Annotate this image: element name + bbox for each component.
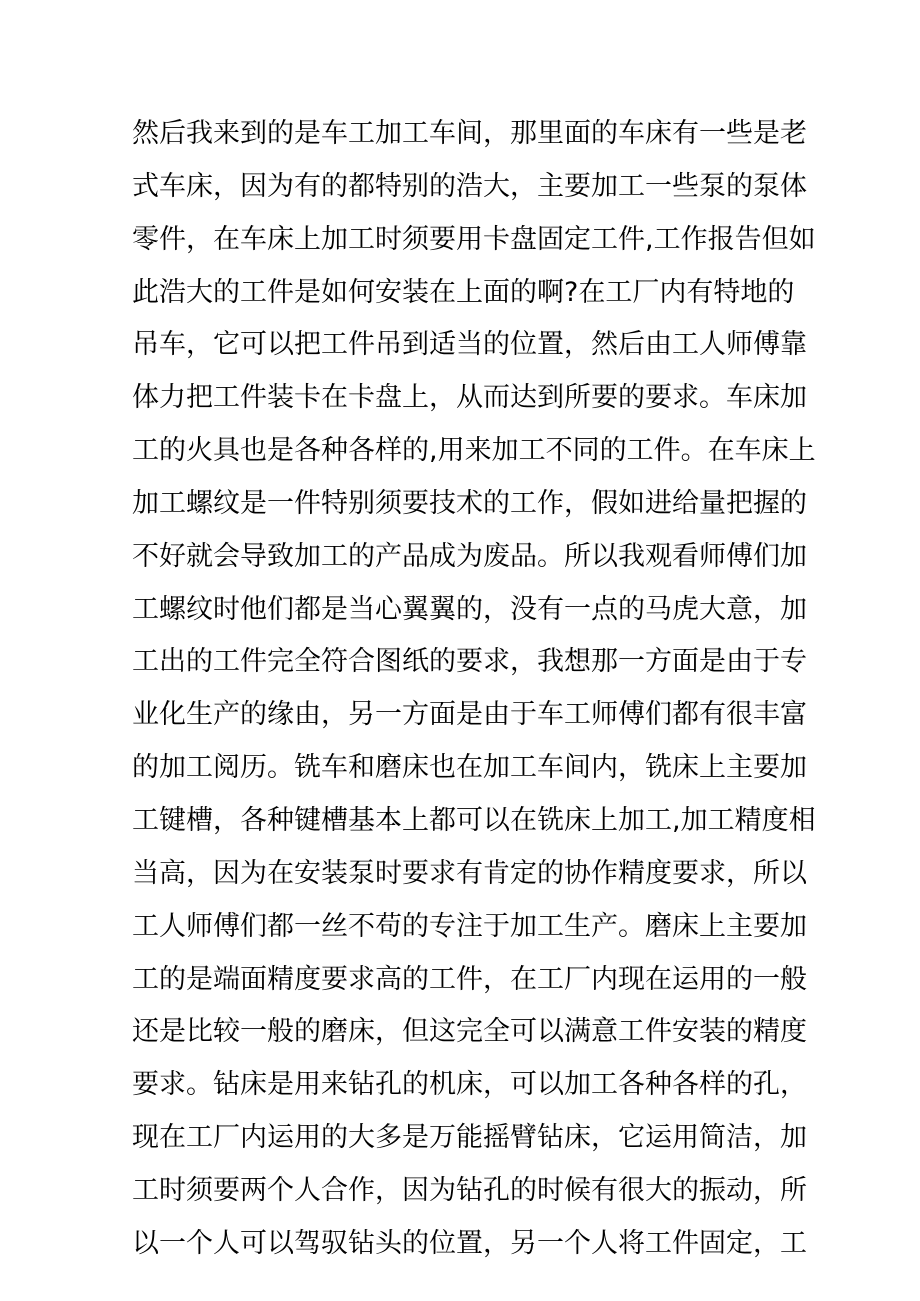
text-line: 零件，在车床上加工时须要用卡盘固定工件,工作报告但如 — [132, 223, 816, 255]
text-line: 业化生产的缘由，另一方面是由于车工师傅们都有很丰富 — [132, 699, 807, 731]
text-line: 工时须要两个人合作，因为钻孔的时候有很大的振动，所 — [132, 1174, 807, 1206]
text-line: 当高，因为在安装泵时要求有肯定的协作精度要求，所以 — [132, 857, 807, 889]
text-line: 不好就会导致加工的产品成为废品。所以我观看师傅们加 — [132, 540, 807, 572]
text-line: 工的是端面精度要求高的工件，在工厂内现在运用的一般 — [132, 963, 807, 995]
body-paragraph — [132, 108, 832, 1271]
text-line: 工出的工件完全符合图纸的要求，我想那一方面是由于专 — [132, 646, 807, 678]
text-line: 工人师傅们都一丝不苟的专注于加工生产。磨床上主要加 — [132, 910, 807, 942]
text-line: 工螺纹时他们都是当心翼翼的，没有一点的马虎大意，加 — [132, 593, 807, 625]
text-line: 要求。钻床是用来钻孔的机床，可以加工各种各样的孔， — [132, 1069, 807, 1101]
text-line: 吊车，它可以把工件吊到适当的位置，然后由工人师傅靠 — [132, 329, 807, 361]
text-line: 还是比较一般的磨床，但这完全可以满意工件安装的精度 — [132, 1016, 807, 1048]
text-line: 体力把工件装卡在卡盘上，从而达到所要的要求。车床加 — [132, 382, 807, 414]
text-line: 以一个人可以驾驭钻头的位置，另一个人将工件固定，工 — [132, 1227, 807, 1259]
text-line: 然后我来到的是车工加工车间，那里面的车床有一些是老 — [132, 118, 807, 149]
text-line: 式车床，因为有的都特别的浩大，主要加工一些泵的泵体 — [132, 170, 807, 202]
text-line: 工的火具也是各种各样的,用来加工不同的工件。在车床上 — [132, 435, 816, 467]
text-line: 此浩大的工件是如何安装在上面的啊?在工厂内有特地的 — [132, 276, 795, 308]
text-line: 工键槽，各种键槽基本上都可以在铣床上加工,加工精度相 — [132, 804, 816, 836]
text-line: 现在工厂内运用的大多是万能摇臂钻床，它运用简洁，加 — [132, 1122, 807, 1154]
text-line: 加工螺纹是一件特别须要技术的工作，假如进给量把握的 — [132, 487, 807, 519]
text-line: 的加工阅历。铣车和磨床也在加工车间内，铣床上主要加 — [132, 752, 807, 784]
